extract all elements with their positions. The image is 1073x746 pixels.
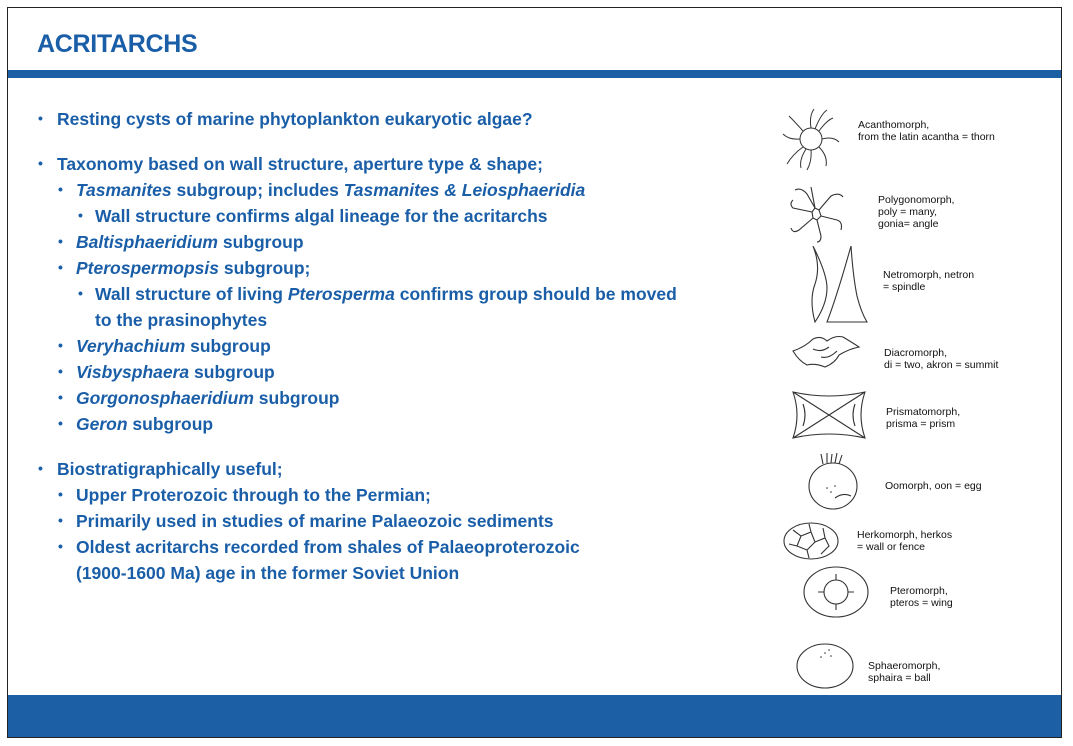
sphaeromorph-illustration — [795, 641, 855, 691]
bullet-veryhachium-subgroup: • Veryhachium subgroup — [37, 333, 737, 359]
prismatomorph-illustration — [791, 390, 867, 440]
footer-bar — [8, 695, 1061, 738]
bullet-tasmanites-subgroup: • Tasmanites subgroup; includes Tasmanites & Leiosphaeridia — [37, 177, 737, 203]
bullet-visbysphaera-subgroup: • Visbysphaera subgroup — [37, 359, 737, 385]
slide-title: ACRITARCHS — [37, 30, 198, 58]
acanthomorph-illustration — [781, 106, 841, 172]
bullet-upper-proterozoic: • Upper Proterozoic through to the Permian; — [37, 482, 737, 508]
bullet-gorgonosphaeridium-subgroup: • Gorgonosphaeridium subgroup — [37, 385, 737, 411]
polygonomorph-illustration — [787, 184, 847, 244]
bullet-list — [37, 106, 737, 586]
bullet-pterospermopsis-subgroup: • Pterospermopsis subgroup; — [37, 255, 737, 281]
bullet-marine-palaeozoic: • Primarily used in studies of marine Palaeozoic sediments — [37, 508, 737, 534]
bullet-resting-cysts: • Resting cysts of marine phytoplankton eukaryotic algae? — [37, 106, 737, 132]
bullet-taxonomy: • Taxonomy based on wall structure, aperture type & shape; — [37, 151, 737, 177]
diacromorph-illustration — [791, 333, 861, 369]
bullet-biostratigraphically-useful: • Biostratigraphically useful; — [37, 456, 737, 482]
bullet-baltisphaeridium-subgroup: • Baltisphaeridium subgroup — [37, 229, 737, 255]
acritarch-morphology-figure: Acanthomorph, from the latin acantha = thorn Polygonomorph, poly = many, gonia= angle Netromorph, netron = spindle Diacromorph, di = two, akron = summit Prismatomorph, prisma = prism Oomorph, oon = egg Herkomorph, herkos = wall or fence Pteromorph, pteros = wing Sphaeromorph, sphaira = ball — [773, 98, 1058, 693]
bullet-oldest-acritarchs: • Oldest acritarchs recorded from shales of Palaeoproterozoic (1900-1600 Ma) age in the former Soviet Union — [37, 534, 737, 586]
bullet-wall-structure-algal: • Wall structure confirms algal lineage for the acritarchs — [37, 203, 695, 229]
netromorph-illustration — [791, 246, 871, 326]
slide — [7, 7, 1062, 738]
pteromorph-illustration — [801, 564, 871, 620]
herkomorph-illustration — [781, 520, 841, 562]
bullet-geron-subgroup: • Geron subgroup — [37, 411, 737, 437]
title-underline-bar — [8, 70, 1061, 78]
bullet-pterosperma-wall: • Wall structure of living Pterosperma confirms group should be moved to the prasinophytes — [37, 281, 695, 333]
oomorph-illustration — [805, 450, 861, 512]
